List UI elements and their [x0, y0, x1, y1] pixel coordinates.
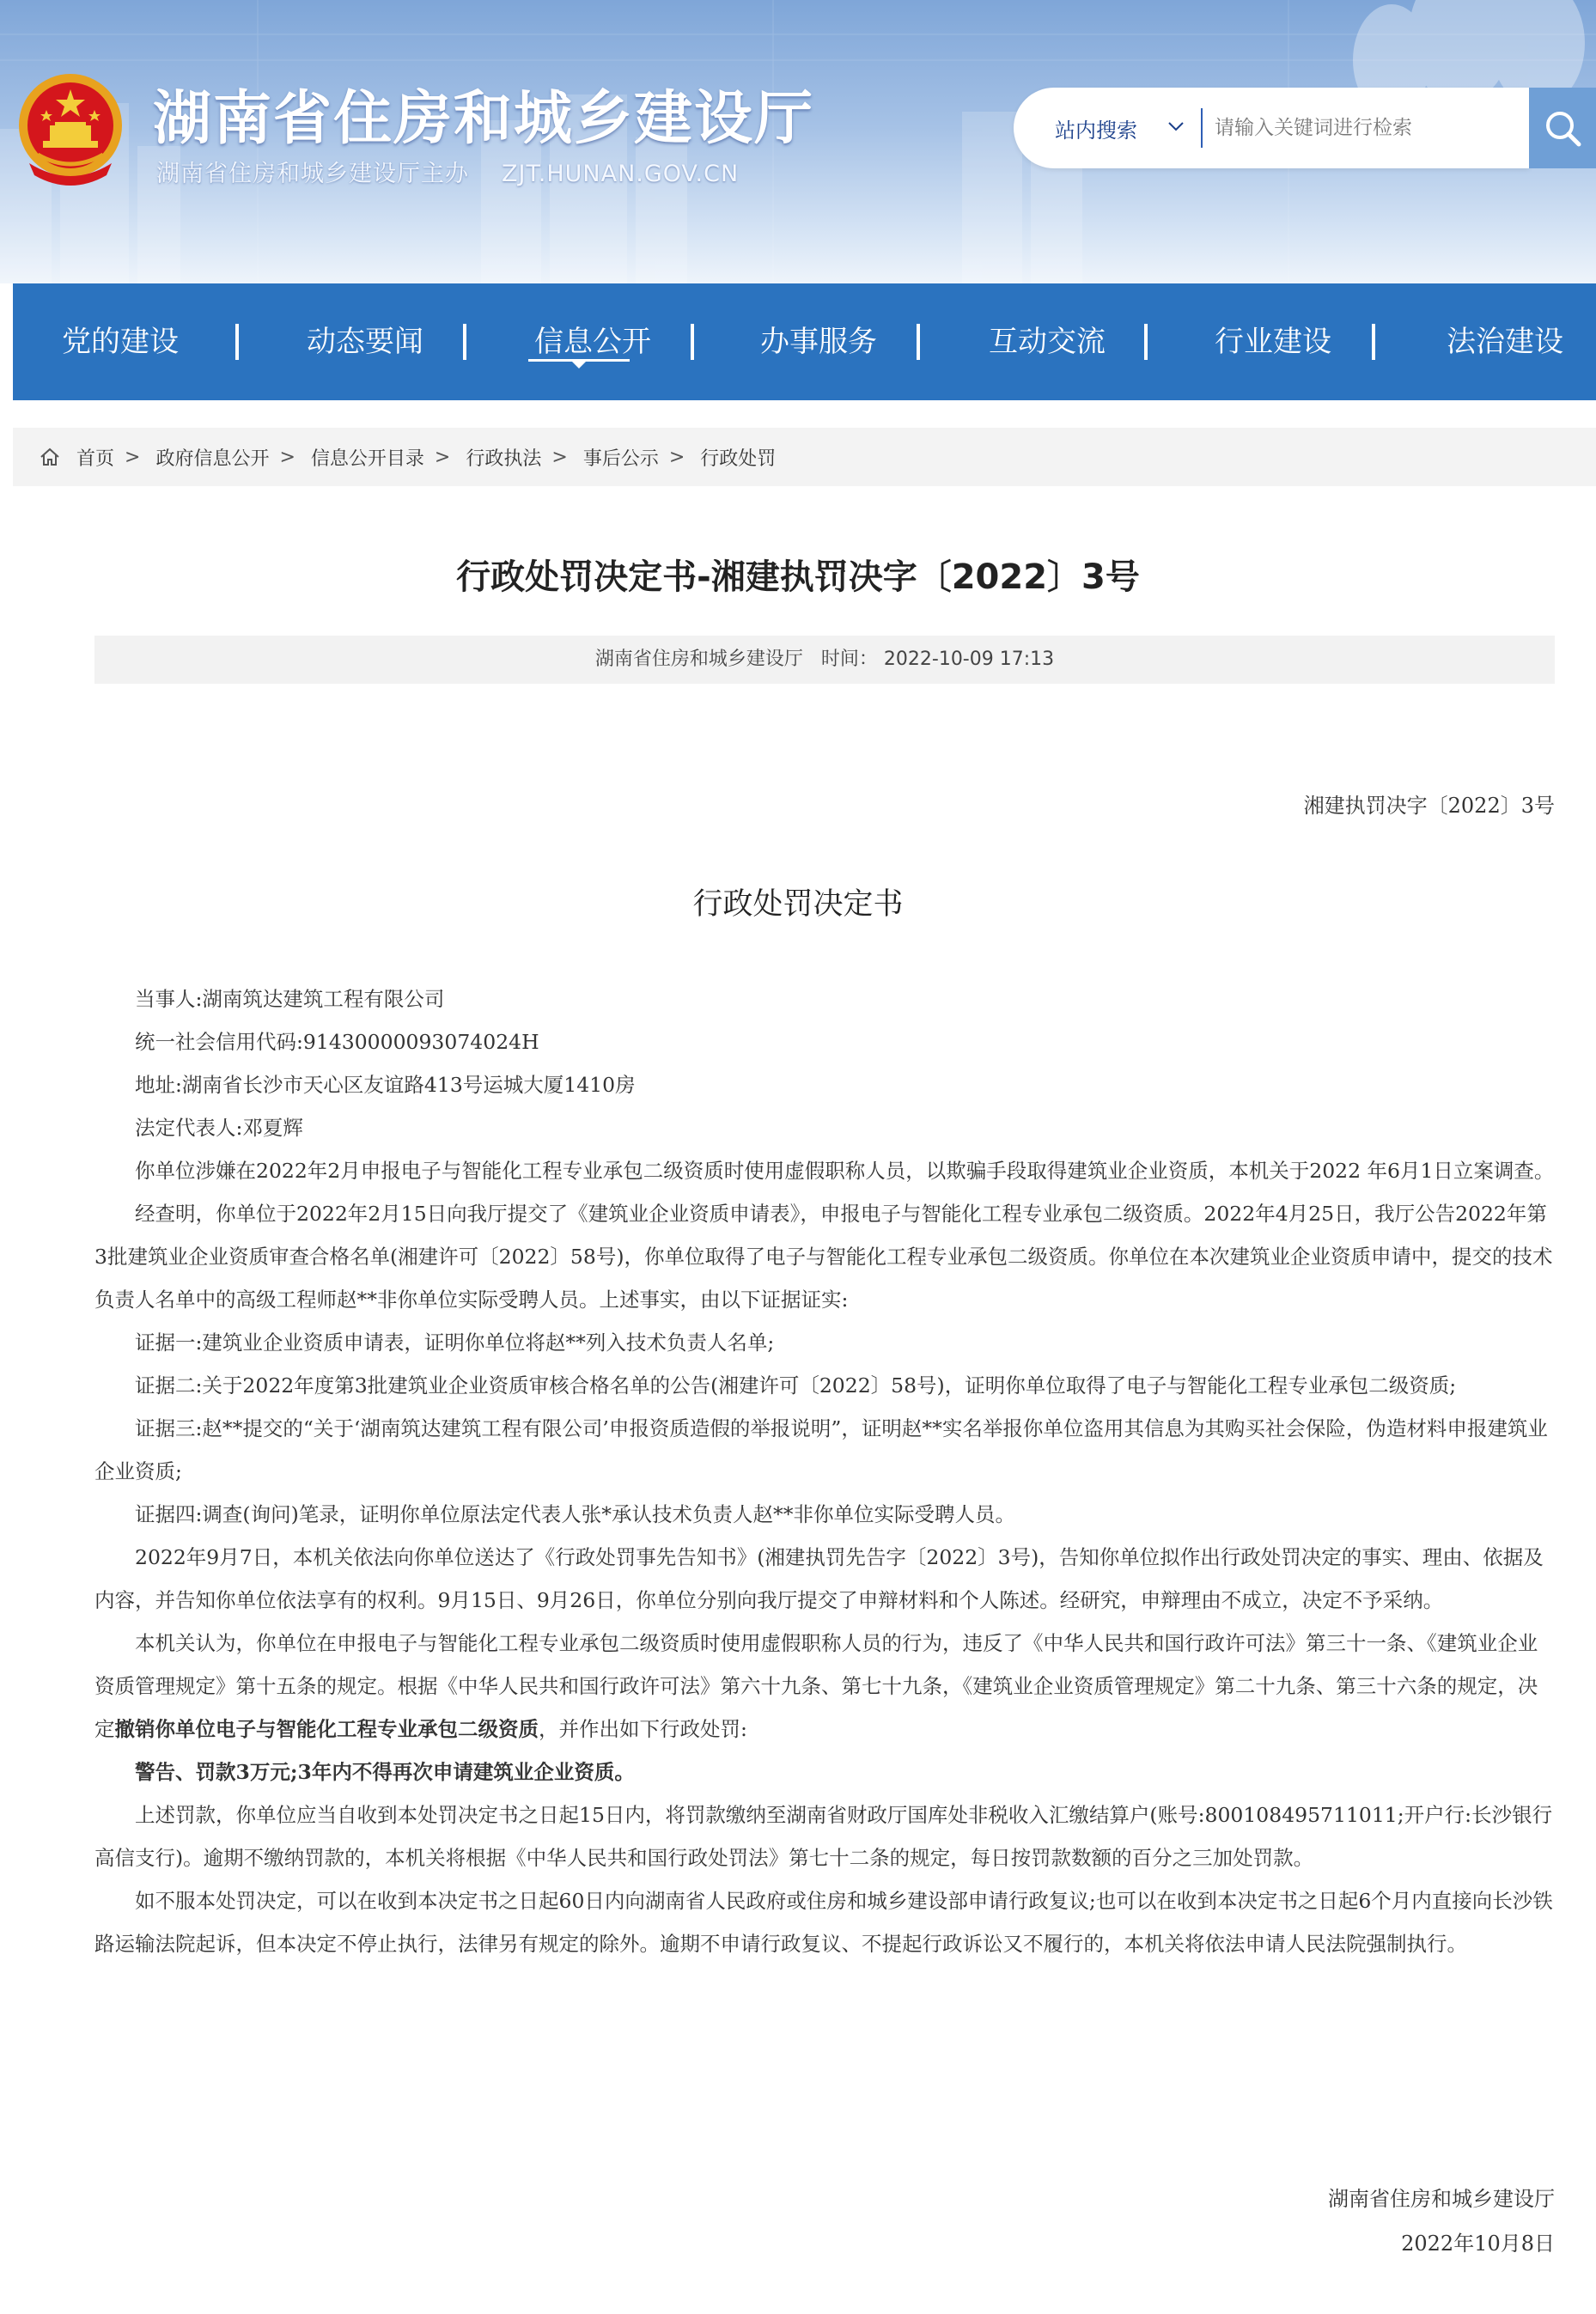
home-icon[interactable] [39, 446, 61, 468]
paragraph-evidence-1: 证据一:建筑业企业资质申请表，证明你单位将赵**列入技术负责人名单; [135, 1331, 775, 1355]
article-time: 2022-10-09 17:13 [883, 649, 1055, 670]
document-body [94, 977, 1555, 1965]
nav-item-rule-of-law[interactable]: 法治建设 [1447, 325, 1563, 359]
paragraph-findings: 经查明，你单位于2022年2月15日向我厅提交了《建筑业企业资质申请表》，申报电子与智能化工程专业承包二级资质。2022年4月25日，我厅公告2022年第3批建筑业企业资质审查合格名单(湘建许可〔2022〕58号)，你单位取得了电子与智能化工程专业承包二级资质。你单位在本次建筑业企业资质申请中，提交的技术负责人名单中的高级工程师赵**非你单位实际受聘人员。上述事实，由以下证据证实: [94, 1202, 1553, 1312]
search-scope-select[interactable]: 站内搜索 [1055, 119, 1137, 143]
nav-item-industry[interactable]: 行业建设 [1215, 325, 1331, 359]
header-banner [0, 0, 1596, 283]
nav-active-arrow [572, 362, 586, 368]
site-subtitle-text: 湖南省住房和城乡建设厅主办 [156, 161, 469, 187]
decision-text-bold: 撤销你单位电子与智能化工程专业承包二级资质 [114, 1717, 539, 1741]
paragraph-party: 当事人:湖南筑达建筑工程有限公司 [135, 987, 445, 1011]
nav-item-interaction[interactable]: 互动交流 [989, 325, 1106, 359]
paragraph-notification: 2022年9月7日，本机关依法向你单位送达了《行政处罚事先告知书》(湘建执罚先告字〔2022〕3号)，告知你单位拟作出行政处罚决定的事实、理由、依据及内容，并告知你单位依法享有的权利。9月15日、9月26日，你单位分别向我厅提交了申辩材料和个人陈述。经研究，申辩理由不成立，决定不予采纳。 [94, 1545, 1544, 1612]
paragraph-evidence-3: 证据三:赵**提交的“关于‘湖南筑达建筑工程有限公司’申报资质造假的举报说明”，证明赵**实名举报你单位盗用其信息为其购买社会保险，伪造材料申报建筑业企业资质; [94, 1416, 1548, 1483]
paragraph-evidence-2: 证据二:关于2022年度第3批建筑业企业资质审核合格名单的公告(湘建许可〔2022〕58号)，证明你单位取得了电子与智能化工程专业承包二级资质; [135, 1373, 1457, 1398]
paragraph-appeal: 如不服本处罚决定，可以在收到本决定书之日起60日内向湖南省人民政府或住房和城乡建设部申请行政复议;也可以在收到本决定书之日起6个月内直接向长沙铁路运输法院起诉，但本决定不停止执行，法律另有规定的除外。逾期不申请行政复议、不提起行政诉讼又不履行的，本机关将依法申请人民法院强制执行。 [94, 1889, 1553, 1956]
document-number: 湘建执罚决字〔2022〕3号 [1303, 794, 1555, 818]
breadcrumb-gov-info[interactable]: 政府信息公开 [155, 448, 270, 470]
paragraph-address: 地址:湖南省长沙市天心区友谊路413号运城大厦1410房 [135, 1073, 636, 1097]
document-heading: 行政处罚决定书 [692, 887, 904, 922]
breadcrumb-admin-penalty[interactable]: 行政处罚 [700, 448, 777, 470]
nav-separator [917, 324, 920, 360]
search-button[interactable] [1529, 88, 1596, 168]
nav-separator [1144, 324, 1148, 360]
main-nav [13, 283, 1596, 400]
nav-item-news[interactable]: 动态要闻 [307, 325, 423, 359]
decision-text-c: ，并作出如下行政处罚: [539, 1717, 747, 1741]
search-icon [1543, 108, 1582, 148]
site-subtitle [156, 155, 739, 188]
decision-text-a: 本机关认为，你单位在申报电子与智能化工程专业承包二级资质时使用虚假职称人员的行为，违反了《中华人民共和国行政许可法》第三十一条、《建筑业企业资质管理规定》第十五条的规定。根据《中华人民共和国行政许可法》第六十九条、第七十九条，《建筑业企业资质管理规定》第二十九条、第三十六条的规定，决定 [94, 1631, 1538, 1741]
nav-separator [691, 324, 694, 360]
national-emblem-icon [12, 69, 129, 189]
nav-separator [463, 324, 466, 360]
breadcrumb-separator: > [551, 446, 568, 468]
paragraph-payment: 上述罚款，你单位应当自收到本处罚决定书之日起15日内，将罚款缴纳至湖南省财政厅国库处非税收入汇缴结算户(账号:800108495711011;开户行:长沙银行高信支行)。逾期不缴纳罚款的，本机关将根据《中华人民共和国行政处罚法》第七十二条的规定，每日按罚款数额的百分之三加处罚款。 [94, 1803, 1553, 1870]
nav-separator [1372, 324, 1375, 360]
chevron-down-icon[interactable] [1167, 117, 1185, 136]
breadcrumb-separator: > [434, 446, 451, 468]
nav-item-services[interactable]: 办事服务 [760, 325, 877, 359]
article-time-label: 时间： [820, 649, 878, 670]
breadcrumb-separator: > [125, 446, 141, 468]
paragraph-credit-code: 统一社会信用代码:91430000093074024H [135, 1030, 539, 1054]
breadcrumb-separator: > [668, 446, 685, 468]
search-divider [1201, 108, 1203, 148]
breadcrumb-separator: > [279, 446, 295, 468]
paragraph-suspicion: 你单位涉嫌在2022年2月申报电子与智能化工程专业承包二级资质时使用虚假职称人员，以欺骗手段取得建筑业企业资质，本机关于2022 年6月1日立案调查。 [135, 1159, 1555, 1183]
nav-item-party-building[interactable]: 党的建设 [62, 325, 179, 359]
signature-date: 2022年10月8日 [1401, 2232, 1555, 2256]
breadcrumb [13, 428, 1596, 486]
site-title[interactable]: 湖南省住房和城乡建设厅 [153, 85, 815, 153]
breadcrumb-law-enforcement[interactable]: 行政执法 [466, 448, 542, 470]
paragraph-legal-rep: 法定代表人:邓夏辉 [135, 1116, 303, 1140]
breadcrumb-post-publicity[interactable]: 事后公示 [582, 448, 659, 470]
search-box [1014, 88, 1529, 168]
breadcrumb-home[interactable]: 首页 [76, 448, 115, 470]
article-title: 行政处罚决定书-湘建执罚决字〔2022〕3号 [456, 557, 1140, 597]
site-domain: ZJT.HUNAN.GOV.CN [502, 161, 740, 187]
signature-org: 湖南省住房和城乡建设厅 [1328, 2187, 1555, 2211]
paragraph-decision [94, 1622, 1555, 1751]
paragraph-penalty: 警告、罚款3万元;3年内不得再次申请建筑业企业资质。 [135, 1760, 635, 1784]
article-publisher: 湖南省住房和城乡建设厅 [594, 649, 803, 670]
search-input[interactable] [1213, 107, 1517, 149]
nav-item-info-disclosure[interactable]: 信息公开 [534, 325, 651, 359]
breadcrumb-info-catalog[interactable]: 信息公开目录 [310, 448, 424, 470]
paragraph-evidence-4: 证据四:调查(询问)笔录，证明你单位原法定代表人张*承认技术负责人赵**非你单位实际受聘人员。 [135, 1502, 1016, 1526]
nav-separator [235, 324, 239, 360]
article-meta [94, 636, 1555, 684]
